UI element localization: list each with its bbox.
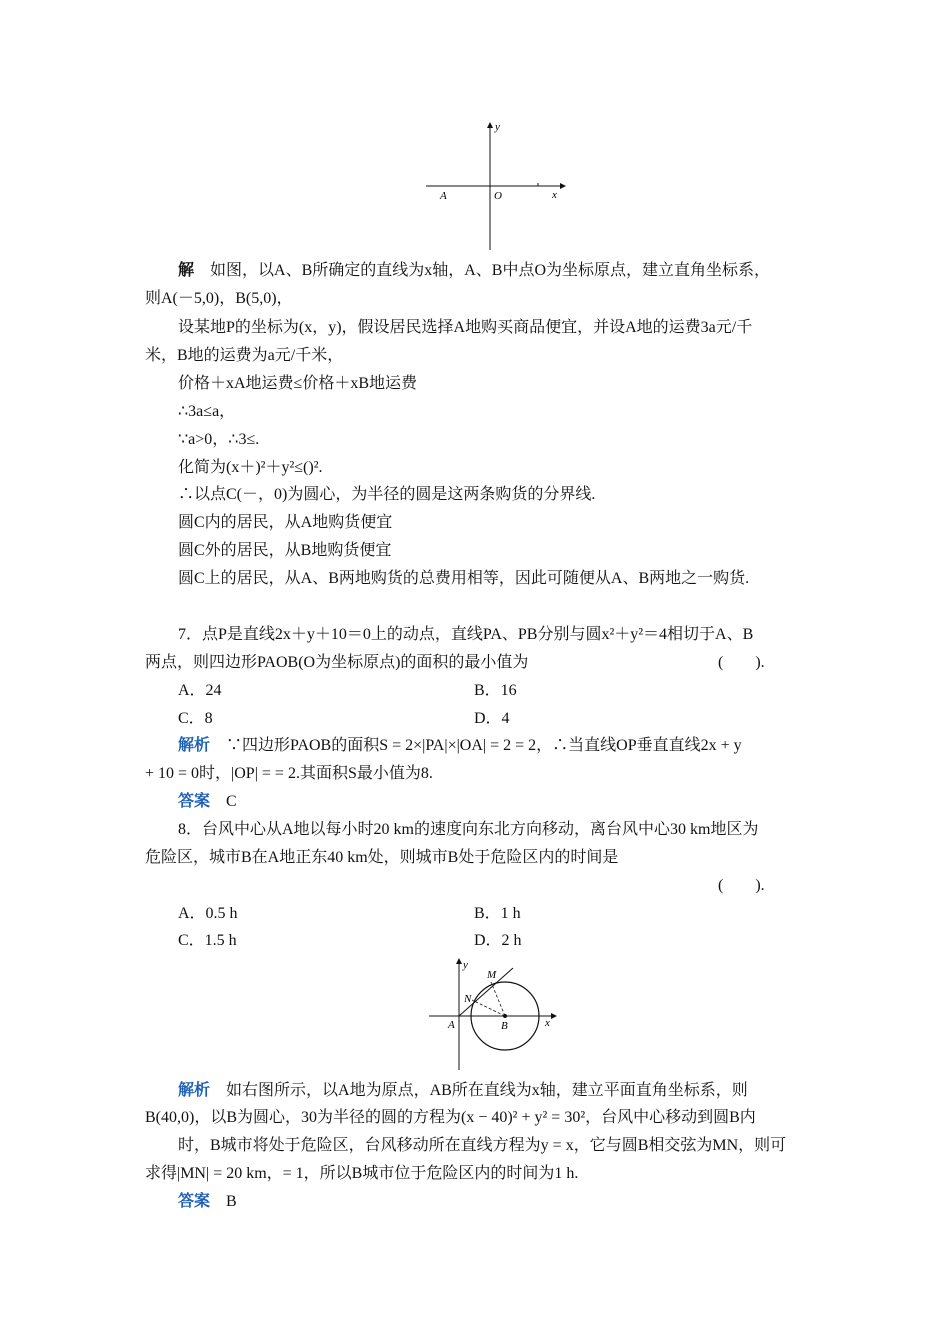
fig2-y-label: y <box>463 959 468 971</box>
fig2-a-label: A <box>448 1019 455 1031</box>
fig1-y-label: y <box>495 121 500 133</box>
q8-option-b: B．1 h <box>474 905 521 922</box>
sol6-line-10: 圆C内的居民，从A地购货便宜 <box>178 514 393 531</box>
q8-analysis-text-1: 如右图所示，以A地为原点，AB所在直线为x轴，建立平面直角坐标系，则 <box>226 1082 748 1099</box>
sol6-line-7: ∵a>0，∴3≤. <box>178 431 260 448</box>
sol6-line-3: 设某地P的坐标为(x，y)，假设居民选择A地购买商品便宜，并设A地的运费3a元/千 <box>178 319 753 336</box>
fig2-x-label: x <box>545 1017 550 1029</box>
q8-analysis-label: 解析 <box>178 1082 211 1099</box>
q8-paren: ( ). <box>718 877 765 894</box>
q7-option-a: A．24 <box>178 682 222 699</box>
q8-answer-value: B <box>226 1193 237 1210</box>
sol6-line-2: 则A(－5,0)，B(5,0)， <box>145 290 293 307</box>
sol6-line-8: 化简为(x＋)²＋y²≤()². <box>178 459 323 476</box>
fig2-b-label: B <box>501 1020 508 1032</box>
q8-option-c: C．1.5 h <box>178 932 237 949</box>
sol6-line-5: 价格＋xA地运费≤价格＋xB地运费 <box>178 375 418 392</box>
sol6-line-1 <box>178 261 770 281</box>
fig1-o-label: O <box>494 190 502 202</box>
sol6-line-9: ∴以点C(－，0)为圆心，为半径的圆是这两条购货的分界线. <box>178 486 596 503</box>
fig2-m-label: M <box>487 969 497 981</box>
sol6-line-4: 米，B地的运费为a元/千米， <box>145 347 344 364</box>
q8-answer-line <box>178 1192 237 1212</box>
q7-analysis-line-1 <box>178 736 742 756</box>
fig1-x-label: x <box>552 189 557 201</box>
q7-stem-1: 7．点P是直线2x＋y＋10＝0上的动点，直线PA、PB分别与圆x²＋y²＝4相切于A、B <box>178 626 754 643</box>
figure-axes-ab <box>420 118 570 254</box>
q7-answer-line <box>178 792 237 812</box>
figure-typhoon-circle <box>425 956 560 1074</box>
q7-paren: ( ). <box>718 654 765 671</box>
q7-analysis-label: 解析 <box>178 737 211 754</box>
q8-analysis-line-2: B(40,0)，以B为圆心，30为半径的圆的方程为(x − 40)² + y² = 30²，台风中心移动到圆B内 <box>145 1109 756 1126</box>
q7-analysis-text-1: ∵四边形PAOB的面积S = 2×|PA|×|OA| = 2 = 2，∴当直线OP垂直直线2x + y <box>226 737 742 754</box>
q7-stem-2: 两点，则四边形PAOB(O为坐标原点)的面积的最小值为 <box>145 654 529 671</box>
q8-analysis-line-3: 时，B城市将处于危险区，台风移动所在直线方程为y = x，它与圆B相交弦为MN，则可 <box>178 1137 787 1154</box>
q8-analysis-line-1 <box>178 1081 748 1101</box>
q8-stem-2: 危险区，城市B在A地正东40 km处，则城市B处于危险区内的时间是 <box>145 849 619 866</box>
q8-stem-1: 8．台风中心从A地以每小时20 km的速度向东北方向移动，离台风中心30 km地区为 <box>178 821 759 838</box>
sol6-line-11: 圆C外的居民，从B地购货便宜 <box>178 542 392 559</box>
q7-option-c: C．8 <box>178 710 213 727</box>
q7-answer-value: C <box>226 793 237 810</box>
q8-answer-label: 答案 <box>178 1193 211 1210</box>
q7-analysis-line-2: + 10 = 0时，|OP| = = 2.其面积S最小值为8. <box>145 765 433 782</box>
fig1-a-label: A <box>440 190 447 202</box>
q8-option-a: A．0.5 h <box>178 905 238 922</box>
q7-option-b: B．16 <box>474 682 517 699</box>
q7-answer-label: 答案 <box>178 793 211 810</box>
q8-option-d: D．2 h <box>474 932 522 949</box>
q7-option-d: D．4 <box>474 710 510 727</box>
sol6-line-12: 圆C上的居民，从A、B两地购货的总费用相等，因此可随便从A、B两地之一购货. <box>178 570 750 587</box>
fig2-n-label: N <box>464 993 472 1005</box>
sol6-text-1: 如图，以A、B所确定的直线为x轴，A、B中点O为坐标原点，建立直角坐标系， <box>210 262 771 279</box>
sol6-label: 解 <box>178 262 195 279</box>
sol6-line-6: ∴3a≤a， <box>178 403 236 420</box>
q8-analysis-line-4: 求得|MN| = 20 km，= 1，所以B城市位于危险区内的时间为1 h. <box>145 1165 579 1182</box>
